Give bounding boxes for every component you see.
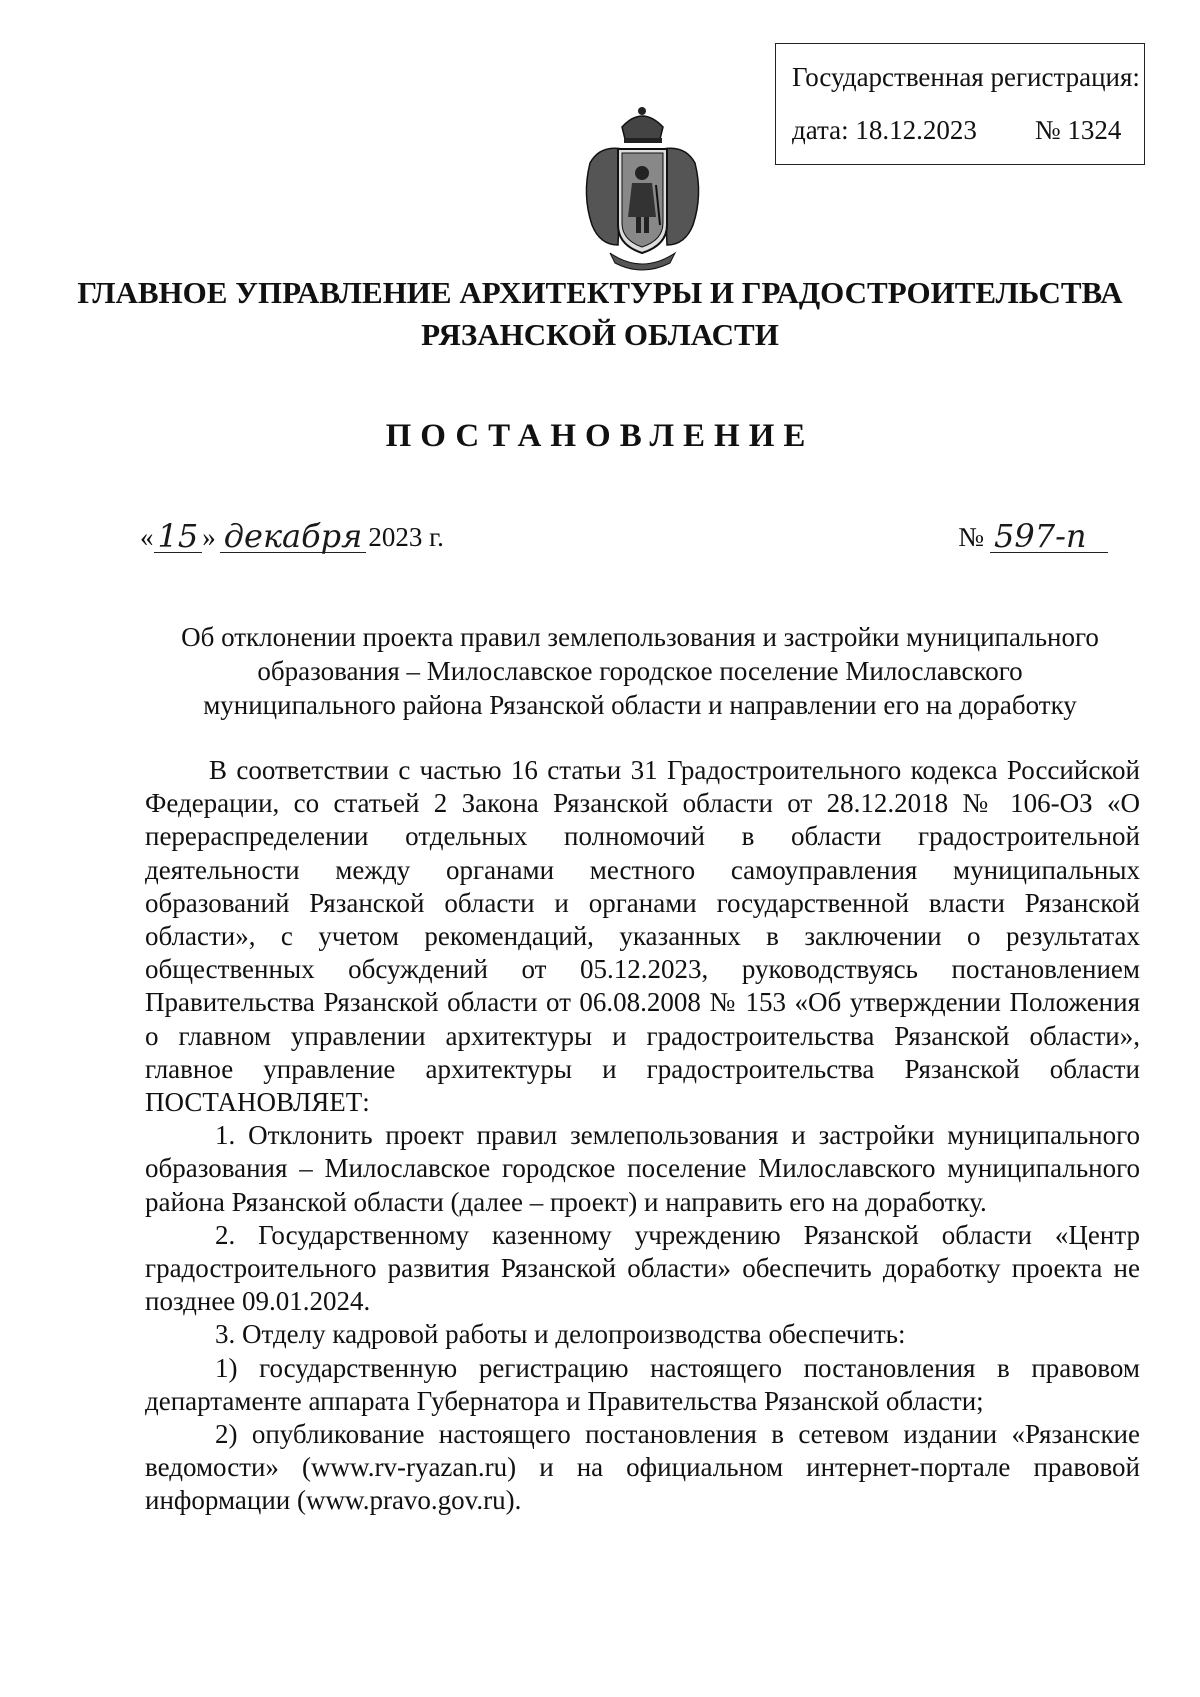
registration-details — [792, 115, 1144, 146]
date-open-quote: « — [140, 522, 154, 552]
subject-line-3: муниципального района Рязанской области и направлении его на доработку — [203, 690, 1077, 720]
registration-date: дата: 18.12.2023 — [792, 115, 977, 145]
subject-line-1: Об отклонении проекта правил землепользования и застройки муниципального — [181, 622, 1099, 652]
registration-number: № 1324 — [1034, 115, 1122, 145]
ryazan-coat-of-arms-icon — [570, 105, 715, 275]
subject-line-2: образования – Милославское городское поселение Милославского — [257, 656, 1023, 686]
decree-number-prefix: № — [958, 522, 984, 552]
date-close-quote: » — [202, 522, 216, 552]
registration-title: Государственная регистрация: — [792, 62, 1140, 92]
document-type: ПОСТАНОВЛЕНИЕ — [385, 418, 815, 454]
organization-name — [0, 272, 1200, 356]
decree-day: 15 — [154, 520, 203, 553]
decree-number: 597-п — [990, 520, 1108, 553]
item-1-paragraph: 1. Отклонить проект правил землепользования и застройки муниципального образования – Милославское городское поселение Милославского муниципального района Рязанской области (далее – проект) и направить его на доработку. — [145, 1120, 1140, 1217]
decree-number-line — [958, 517, 1108, 555]
item-2-paragraph: 2. Государственному казенному учреждению Рязанской области «Центр градостроительного развития Рязанской области» обеспечить доработку проекта не позднее 09.01.2024. — [145, 1219, 1140, 1317]
preamble-paragraph: В соответствии с частью 16 статьи 31 Градостроительного кодекса Российской Федерации, со статьей 2 Закона Рязанской области от 28.12.2018 № 106-ОЗ «О перераспределении отдельных полномочий в области градостроительной деятельности между органами местного самоуправления муниципальных образований Рязанской области и органами государственной власти Рязанской области», с учетом рекомендаций, указанных в заключении о результатах общественных обсуждений от 05.12.2023, руководствуясь постановлением Правительства Рязанской области от 06.08.2008 № 153 «Об утверждении Положения о главном управлении архитектуры и градостроительства Рязанской области», главное управление архитектуры и градостроительства Рязанской области ПОСТАНОВЛЯЕТ: — [145, 755, 1140, 1118]
registration-stamp — [775, 43, 1145, 165]
organization-line-1: ГЛАВНОЕ УПРАВЛЕНИЕ АРХИТЕКТУРЫ И ГРАДОСТРОИТЕЛЬСТВА — [77, 275, 1123, 310]
item-3-1-paragraph: 1) государственную регистрацию настоящего постановления в правовом департаменте аппарата Губернатора и Правительства Рязанской области; — [145, 1352, 1140, 1416]
decree-month: декабря — [220, 520, 367, 553]
decree-year: 2023 г. — [368, 522, 444, 552]
organization-line-2: РЯЗАНСКОЙ ОБЛАСТИ — [421, 317, 779, 352]
decree-date — [140, 517, 444, 555]
decree-subject — [140, 620, 1140, 722]
decree-body — [145, 754, 1140, 1518]
item-3-paragraph: 3. Отделу кадровой работы и делопроизводства обеспечить: — [215, 1319, 906, 1350]
item-3-2-paragraph: 2) опубликование настоящего постановления в сетевом издании «Рязанские ведомости» (www.rv-ryazan.ru) и на официальном интернет-портале правовой информации (www.pravo.gov.ru). — [145, 1419, 1140, 1516]
